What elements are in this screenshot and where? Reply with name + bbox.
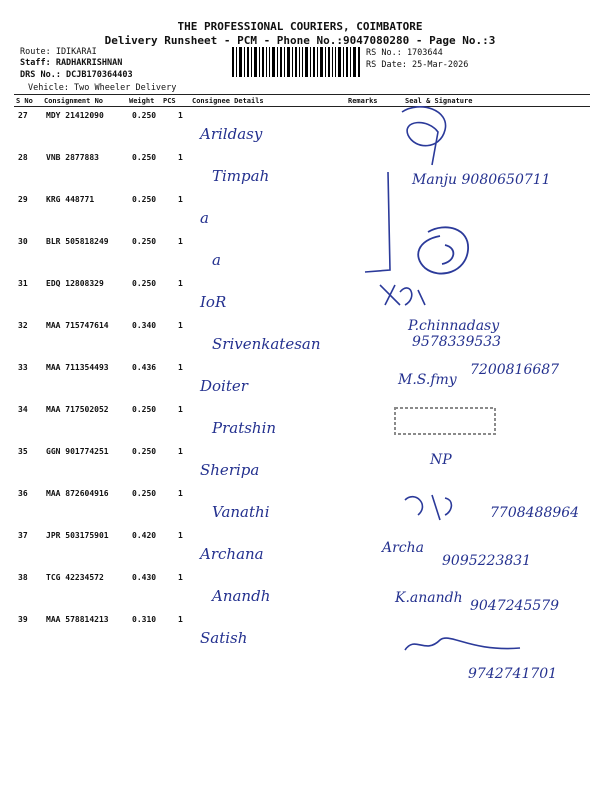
row-weight: 0.430 xyxy=(132,573,157,582)
receiver-phone: 9578339533 xyxy=(412,334,502,350)
runsheet-subtitle: Delivery Runsheet - PCM - Phone No.:9047080280 - Page No.:3 xyxy=(104,34,496,47)
col-sno: S No xyxy=(16,97,33,105)
signature-scribble-27 xyxy=(402,107,446,165)
row-weight: 0.420 xyxy=(132,531,157,540)
receiver-phone: 7200816687 xyxy=(470,362,560,378)
row-weight: 0.250 xyxy=(132,111,157,120)
row-sno: 34 xyxy=(18,405,28,414)
row-pcs: 1 xyxy=(178,279,183,288)
receiver-signature: Manju 9080650711 xyxy=(412,172,551,188)
rs-date: RS Date: 25-Mar-2026 xyxy=(366,60,469,70)
route-label: Route: IDIKARAI xyxy=(20,47,97,57)
row-weight: 0.250 xyxy=(132,237,157,246)
row-weight: 0.250 xyxy=(132,489,157,498)
row-consignment-no: EDQ 12808329 xyxy=(46,279,104,288)
receiver-signature: NP xyxy=(430,452,452,468)
row-weight: 0.250 xyxy=(132,153,157,162)
signature-scribble-36 xyxy=(405,495,451,520)
consignee-handwritten-name: Doiter xyxy=(200,377,248,395)
row-weight: 0.250 xyxy=(132,447,157,456)
row-sno: 27 xyxy=(18,111,28,120)
row-pcs: 1 xyxy=(178,195,183,204)
row-consignment-no: JPR 503175901 xyxy=(46,531,109,540)
consignee-handwritten-name: Arildasy xyxy=(200,125,263,143)
row-weight: 0.250 xyxy=(132,279,157,288)
row-sno: 38 xyxy=(18,573,28,582)
col-consignee: Consignee Details xyxy=(192,97,264,105)
row-consignment-no: MAA 717502052 xyxy=(46,405,109,414)
receiver-signature: M.S.fmy xyxy=(398,372,457,388)
row-pcs: 1 xyxy=(178,447,183,456)
consignee-handwritten-name: Sheripa xyxy=(200,461,260,479)
row-pcs: 1 xyxy=(178,615,183,624)
consignee-handwritten-name: Satish xyxy=(200,629,248,647)
row-weight: 0.340 xyxy=(132,321,157,330)
row-sno: 35 xyxy=(18,447,28,456)
row-sno: 29 xyxy=(18,195,28,204)
row-weight: 0.436 xyxy=(132,363,157,372)
receiver-signature: P.chinnadasy xyxy=(408,318,500,334)
receiver-signature: Archa xyxy=(382,540,425,556)
receiver-signature: 7708488964 xyxy=(490,505,580,521)
row-weight: 0.310 xyxy=(132,615,157,624)
row-consignment-no: KRG 448771 xyxy=(46,195,95,204)
row-consignment-no: MAA 711354493 xyxy=(46,363,109,372)
consignee-handwritten-name: Anandh xyxy=(212,587,271,605)
consignee-handwritten-name: Timpah xyxy=(212,167,270,185)
row-sno: 33 xyxy=(18,363,28,372)
receiver-phone: 9095223831 xyxy=(442,553,532,569)
row-consignment-no: GGN 901774251 xyxy=(46,447,109,456)
row-consignment-no: VNB 2877883 xyxy=(46,153,99,162)
vehicle-label: Vehicle: Two Wheeler Delivery xyxy=(28,83,177,93)
receiver-phone: 9047245579 xyxy=(470,598,560,614)
row-pcs: 1 xyxy=(178,111,183,120)
row-weight: 0.250 xyxy=(132,195,157,204)
consignee-handwritten-name: Pratshin xyxy=(212,419,277,437)
row-pcs: 1 xyxy=(178,237,183,246)
col-seal-signature: Seal & Signature xyxy=(405,97,473,105)
row-consignment-no: MDY 21412090 xyxy=(46,111,104,120)
col-pcs: PCS xyxy=(163,97,176,105)
signature-scribble-39 xyxy=(405,638,520,650)
row-consignment-no: TCG 42234572 xyxy=(46,573,104,582)
consignee-handwritten-name: Archana xyxy=(200,545,264,563)
row-consignment-no: BLR 505818249 xyxy=(46,237,109,246)
row-pcs: 1 xyxy=(178,531,183,540)
row-consignment-no: MAA 578814213 xyxy=(46,615,109,624)
row-sno: 32 xyxy=(18,321,28,330)
row-pcs: 1 xyxy=(178,363,183,372)
row-pcs: 1 xyxy=(178,153,183,162)
row-pcs: 1 xyxy=(178,489,183,498)
row-sno: 36 xyxy=(18,489,28,498)
col-remarks: Remarks xyxy=(348,97,378,105)
row-pcs: 1 xyxy=(178,321,183,330)
faded-stamp-34 xyxy=(395,408,495,434)
rs-number: RS No.: 1703644 xyxy=(366,48,443,58)
row-pcs: 1 xyxy=(178,405,183,414)
col-weight: Weight xyxy=(129,97,155,105)
row-consignment-no: MAA 872604916 xyxy=(46,489,109,498)
signature-scribble-31 xyxy=(380,285,425,305)
company-title: THE PROFESSIONAL COURIERS, COIMBATORE xyxy=(177,20,423,33)
consignee-handwritten-name: a xyxy=(212,251,221,269)
receiver-signature: K.anandh xyxy=(395,590,463,606)
signature-line-28 xyxy=(365,172,390,272)
row-consignment-no: MAA 715747614 xyxy=(46,321,109,330)
staff-label: Staff: RADHAKRISHNAN xyxy=(20,58,123,68)
consignee-handwritten-name: a xyxy=(200,209,209,227)
signature-stamp-30 xyxy=(418,227,468,273)
row-sno: 39 xyxy=(18,615,28,624)
receiver-phone: 9742741701 xyxy=(468,666,558,682)
row-sno: 30 xyxy=(18,237,28,246)
row-sno: 28 xyxy=(18,153,28,162)
consignee-handwritten-name: Srivenkatesan xyxy=(212,335,321,353)
drs-label: DRS No.: DCJB170364403 xyxy=(20,70,133,80)
col-consignment: Consignment No xyxy=(44,97,104,105)
row-pcs: 1 xyxy=(178,573,183,582)
row-sno: 31 xyxy=(18,279,28,288)
consignee-handwritten-name: Vanathi xyxy=(212,503,270,521)
consignee-handwritten-name: IoR xyxy=(200,293,227,311)
row-sno: 37 xyxy=(18,531,28,540)
row-weight: 0.250 xyxy=(132,405,157,414)
